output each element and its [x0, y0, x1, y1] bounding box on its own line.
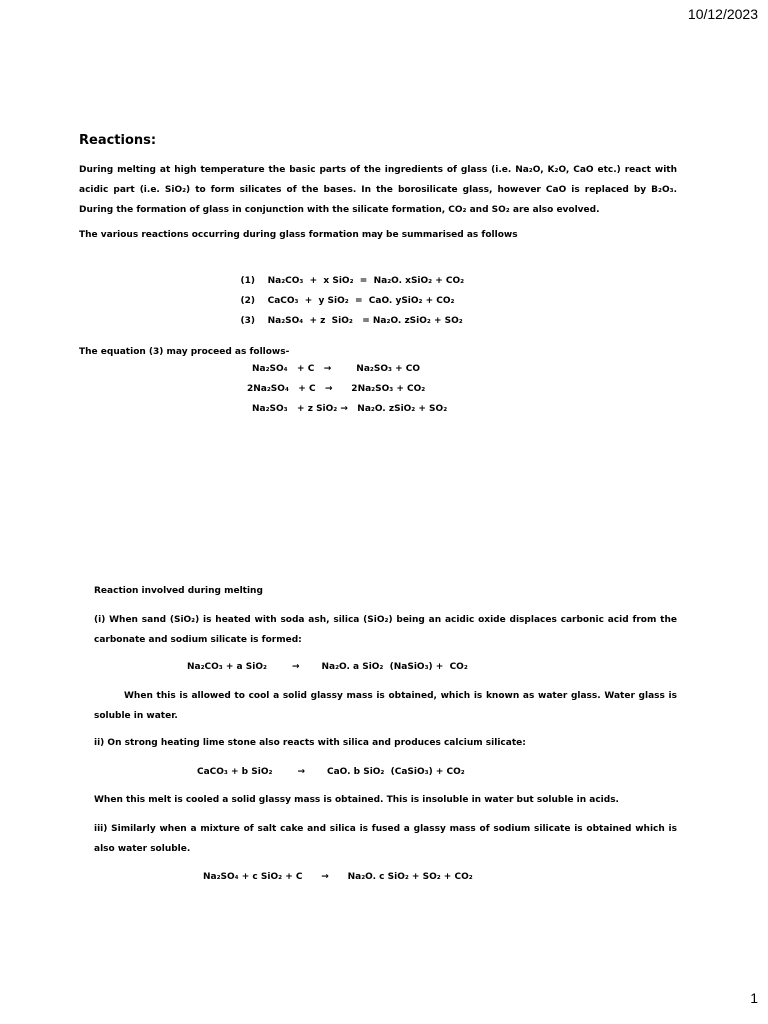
equation-number: (1) [240, 276, 256, 286]
item1-equation: Na₂CO₃ + a SiO₂ → Na₂O. a SiO₂ (NaSiO₃) + CO₂ [187, 662, 468, 672]
section-title-melting: Reaction involved during melting [94, 586, 263, 596]
eq3-step-1: Na₂SO₄ + C → Na₂SO₃ + CO [252, 364, 420, 374]
page-number: 1 [750, 990, 758, 1006]
equation-number: (3) [240, 316, 256, 326]
equation-2 [228, 286, 464, 306]
item2-note: When this melt is cooled a solid glassy mass is obtained. This is insoluble in water but soluble in acids. [94, 795, 619, 805]
equation-text: Na₂CO₃ + x SiO₂ = Na₂O. xSiO₂ + CO₂ [267, 276, 465, 286]
intro-paragraph: During melting at high temperature the basic parts of the ingredients of glass (i.e. Na₂O, K₂O, CaO etc.) react with acidic part (i.e. SiO₂) to form silicates of the bases. In the borosilicate glass, however CaO is replaced by B₂O₃. During the formation of glass in conjunction with the silicate formation, CO₂ and SO₂ are also evolved. [79, 165, 677, 215]
equation-number: (2) [240, 296, 256, 306]
item3-intro: iii) Similarly when a mixture of salt cake and silica is fused a glassy mass of sodium silicate is obtained which is also water soluble. [94, 824, 677, 854]
summary-line: The various reactions occurring during glass formation may be summarised as follows [79, 230, 518, 240]
item2-equation: CaCO₃ + b SiO₂ → CaO. b SiO₂ (CaSiO₃) + CO₂ [197, 767, 465, 777]
equation-text: Na₂SO₄ + z SiO₂ = Na₂O. zSiO₂ + SO₂ [267, 316, 463, 326]
header-date: 10/12/2023 [687, 6, 758, 22]
equation-1 [228, 266, 464, 286]
item2-intro: ii) On strong heating lime stone also reacts with silica and produces calcium silicate: [94, 738, 526, 748]
item3-equation: Na₂SO₄ + c SiO₂ + C → Na₂O. c SiO₂ + SO₂ + CO₂ [203, 872, 473, 882]
section-title-reactions: Reactions: [79, 133, 157, 148]
eq3-step-3: Na₂SO₃ + z SiO₂ → Na₂O. zSiO₂ + SO₂ [252, 404, 448, 414]
equation-list [228, 266, 464, 326]
eq3-step-2: 2Na₂SO₄ + C → 2Na₂SO₃ + CO₂ [247, 384, 426, 394]
eq3-intro: The equation (3) may proceed as follows- [79, 347, 290, 357]
item1-intro: (i) When sand (SiO₂) is heated with soda ash, silica (SiO₂) being an acidic oxide displaces carbonic acid from the carbonate and sodium silicate is formed: [94, 615, 677, 645]
equation-text: CaCO₃ + y SiO₂ = CaO. ySiO₂ + CO₂ [267, 296, 455, 306]
item1-note: When this is allowed to cool a solid glassy mass is obtained, which is known as water glass. Water glass is soluble in water. [94, 691, 677, 721]
equation-3 [228, 306, 464, 326]
